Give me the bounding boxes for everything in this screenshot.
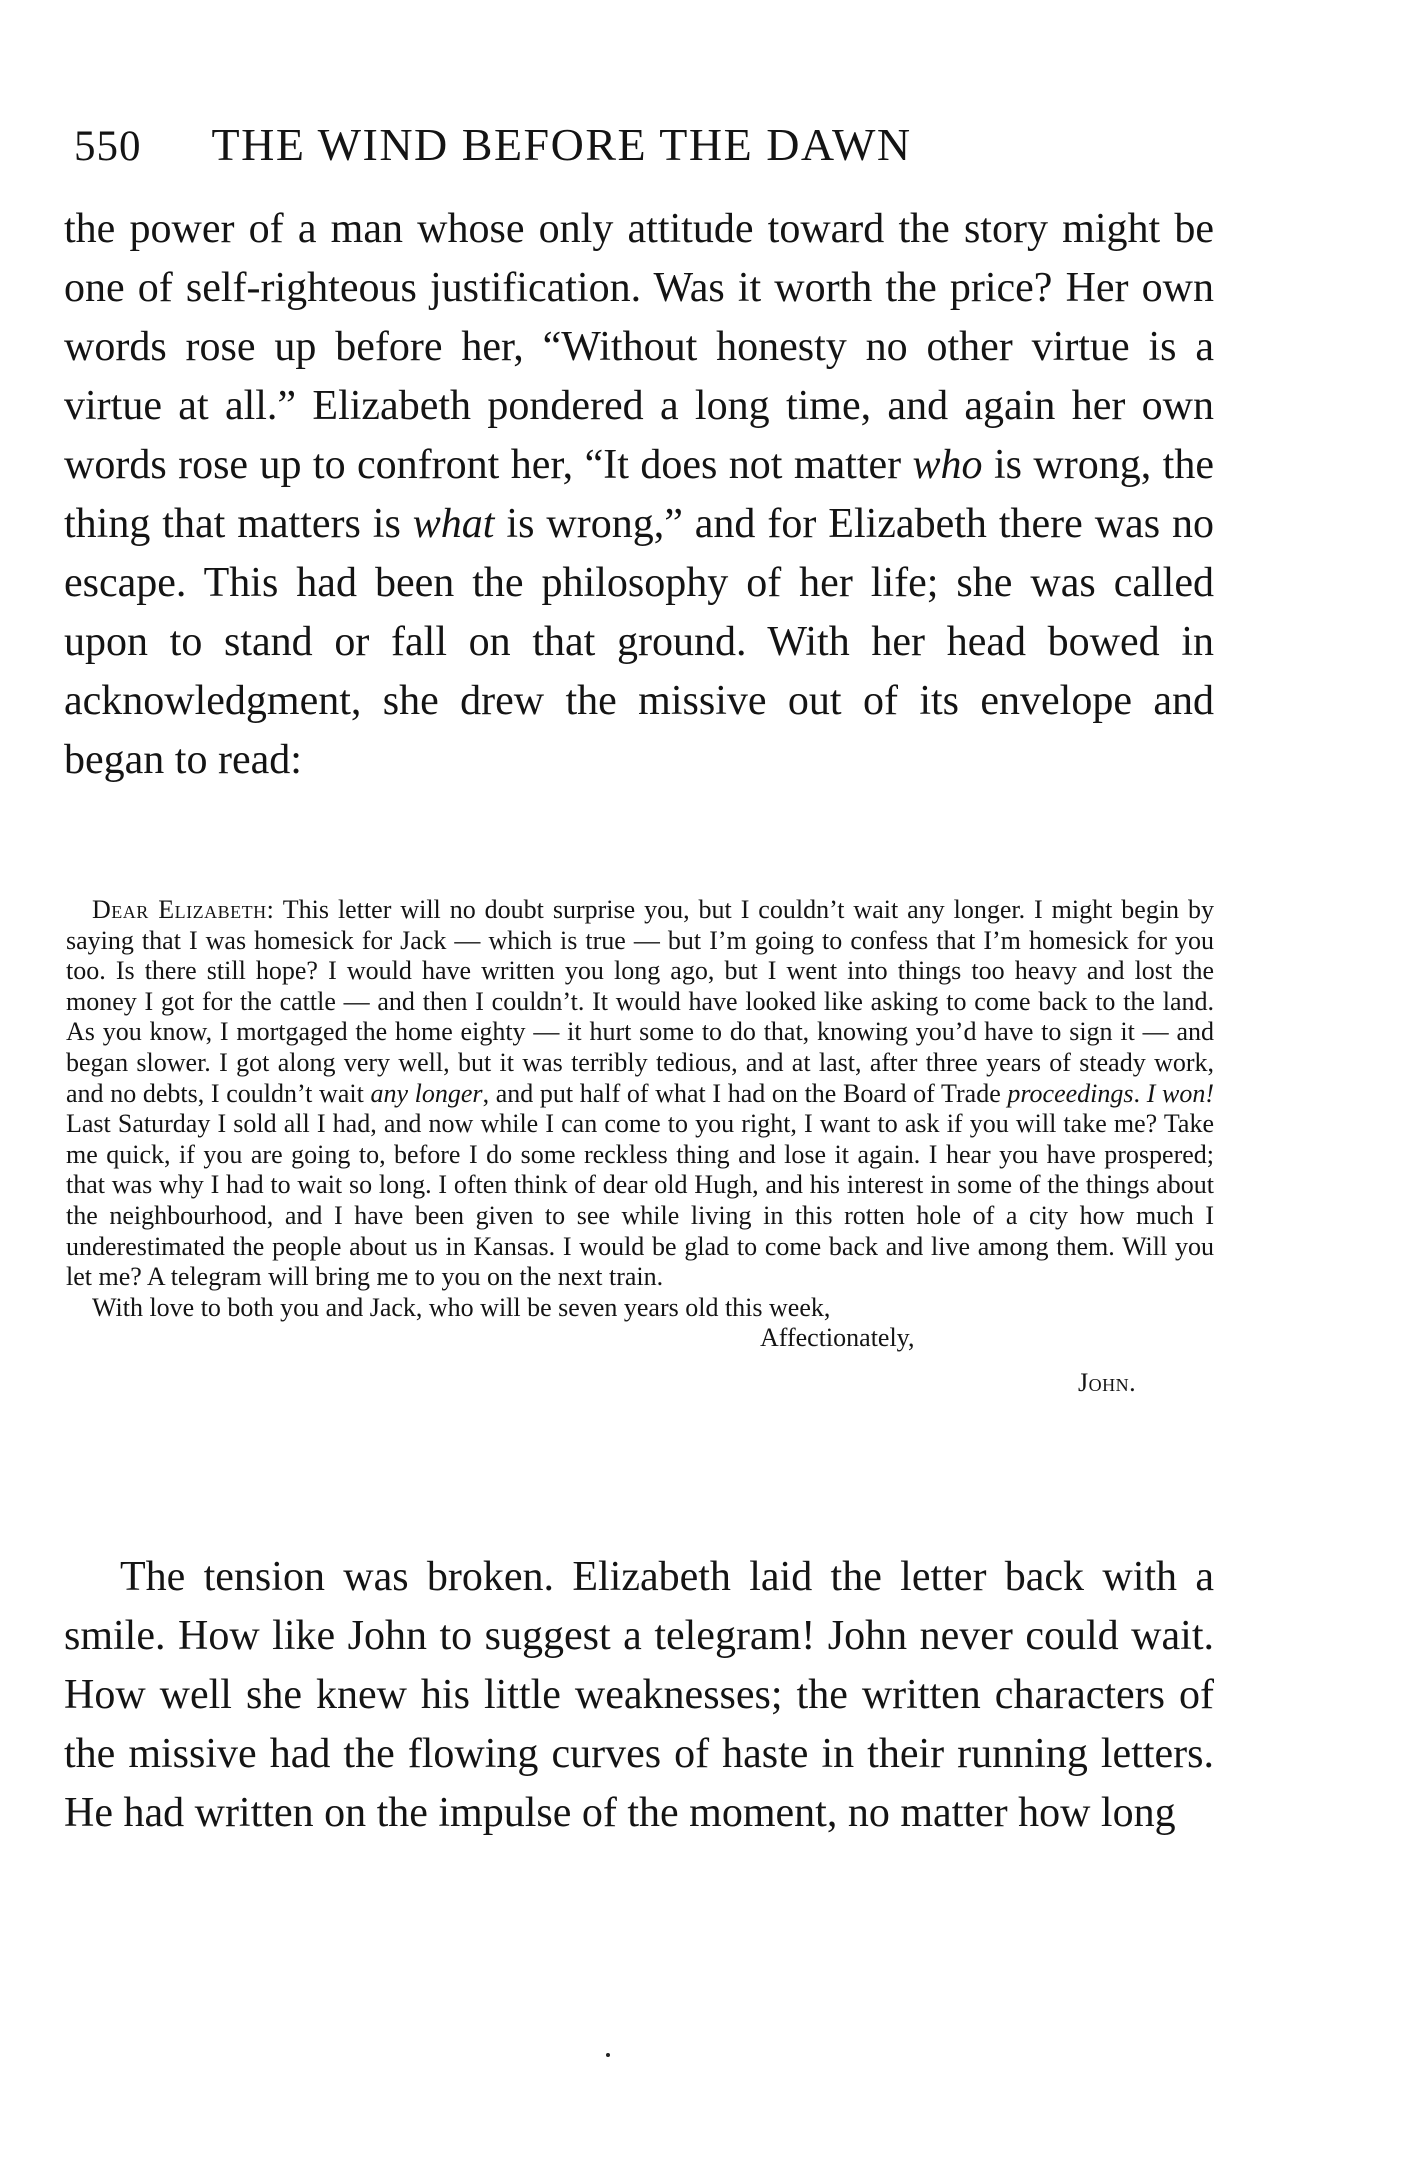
letter-closing-line: With love to both you and Jack, who will be seven years old this week, bbox=[92, 1292, 831, 1322]
paragraph-text: The tension was broken. Elizabeth laid the letter back with a smile. How like John to suggest a telegram! John never could wait. How well she knew his little weaknesses; the written characters of the missive had the flowing curves of haste in their running letters. He had written on the impulse of the moment, no matter how long bbox=[64, 1554, 1214, 1836]
letter-emphasis: any longer bbox=[370, 1078, 483, 1108]
letter-valediction: Affectionately, bbox=[760, 1323, 915, 1353]
letter-salutation: Dear Elizabeth: bbox=[92, 895, 275, 924]
letter-emphasis: I won! bbox=[1146, 1078, 1215, 1108]
letter-span: Last Saturday I sold all I had, and now while I can come to you right, I want to ask if you will take me? Take me quick, if you are going to, before I do some reckless thing and lose it again. I hear you have prospered; that was why I had to wait so long. I often think of dear old Hugh, and his interest in some of the things about the neighbourhood, and I have been given to see while living in this rotten hole of a city how much I underestimated the people about us in Kansas. I would be glad to come back and live among them. Will you let me? A telegram will bring me to you on the next train. bbox=[66, 1109, 1214, 1292]
running-header bbox=[74, 118, 1214, 178]
letter-emphasis: proceedings bbox=[1007, 1078, 1134, 1108]
running-title: THE WIND BEFORE THE DAWN bbox=[211, 119, 912, 170]
letter-span: . bbox=[1133, 1078, 1147, 1108]
page-number: 550 bbox=[74, 123, 142, 170]
emphasis-what: what bbox=[412, 501, 495, 547]
quoted-letter bbox=[66, 895, 1214, 1399]
paragraph-span: the power of a man whose only attitude toward the story might be one of self-righteous justification. Was it worth the price? Her own words rose up before her, “Without honesty no other virtue is a virtue at all.” Elizabeth pondered a long time, and again her own words rose up to confront her, “It does not matter bbox=[64, 206, 1214, 488]
letter-body bbox=[66, 895, 1214, 1293]
letter-signature: John. bbox=[1078, 1367, 1137, 1397]
letter-span: This letter will no doubt surprise you, but I couldn’t wait any longer. I might begin by saying that I was homesick for Jack — which is true — but I’m going to confess that I’m homesick for you too. Is there still hope? I would have written you long ago, but I went into things too heavy and lost the money I got for the cattle — and then I couldn’t. It would have looked like asking to come back to the land. As you know, I mortgaged the home eighty — it hurt some to do that, knowing you’d have to sign it — and began slower. I got along very well, but it was terribly tedious, and at last, after three years of steady work, and no debts, I couldn’t wait bbox=[66, 895, 1214, 1108]
emphasis-who: who bbox=[912, 442, 983, 488]
print-speck bbox=[606, 2053, 610, 2057]
paragraph-span: is wrong,” and for Elizabeth there was no escape. This had been the philosophy of her life; she was called upon to stand or fall on that ground. With her head bowed in acknowledgment, she drew the missive out of its envelope and began to read: bbox=[64, 501, 1214, 783]
letter-span: , and put half of what I had on the Board of Trade bbox=[482, 1078, 1008, 1108]
paragraph bbox=[64, 1548, 1214, 1843]
paragraph-text bbox=[64, 200, 1214, 790]
paragraph-continued bbox=[64, 200, 1214, 790]
paragraph-span: is wrong, the thing that matters is bbox=[64, 442, 1214, 547]
